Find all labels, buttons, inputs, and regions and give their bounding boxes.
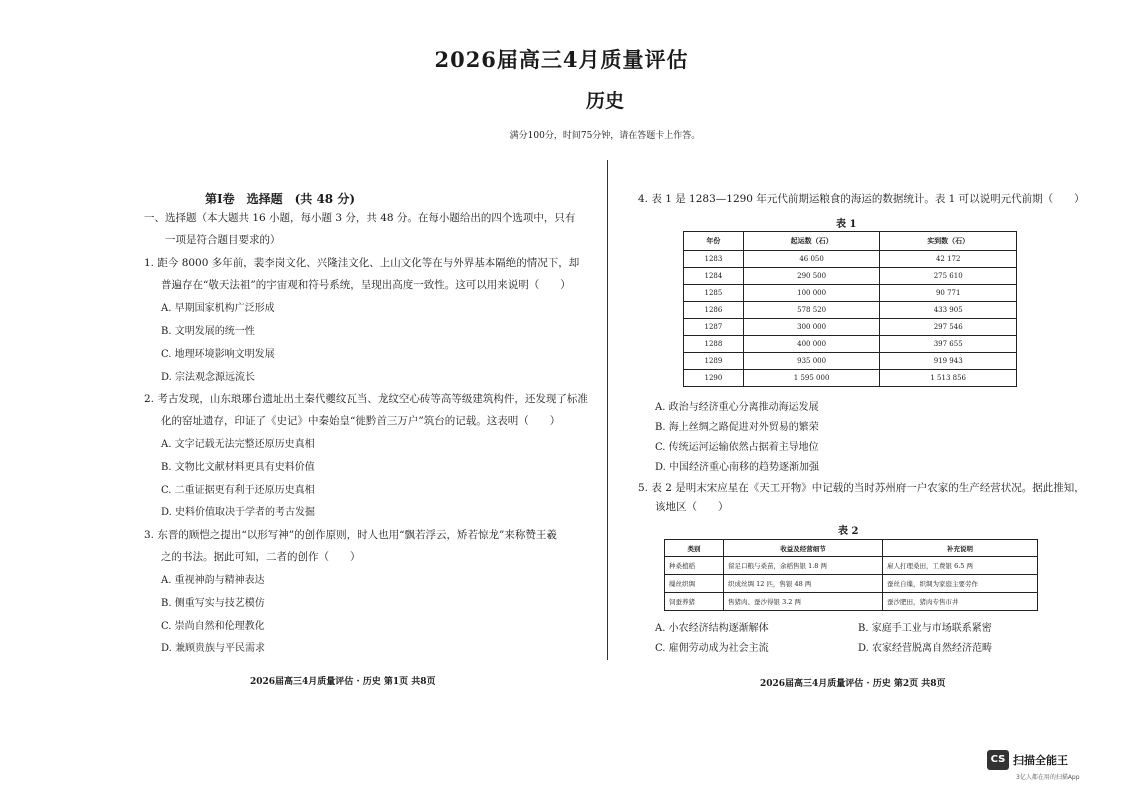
q3-line-1: 3. 东晋的顾恺之提出“以形写神”的创作原则，时人也用“飘若浮云，矫若惊龙”来称赞王羲 <box>144 529 557 541</box>
table-cell: 90 771 <box>880 285 1017 302</box>
q4-option-b: B. 海上丝绸之路促进对外贸易的繁荣 <box>655 422 819 433</box>
q2-option-c: C. 二重证据更有利于还原历史真相 <box>161 485 315 496</box>
table-cell: 1283 <box>684 251 744 268</box>
q2-line-2: 化的窑址遗存，印证了《史记》中秦始皇“徙黔首三万户”筑台的记载。这表明（ ） <box>161 415 561 427</box>
table-row <box>684 268 1017 285</box>
table-row <box>684 251 1017 268</box>
q3-option-a: A. 重视神韵与精神表达 <box>161 575 265 586</box>
q5-option-b: B. 家庭手工业与市场联系紧密 <box>858 623 992 634</box>
table2-header-cell: 补充说明 <box>883 540 1038 557</box>
q5-option-d: D. 农家经营脱离自然经济范畴 <box>858 643 993 654</box>
table-row <box>665 593 1038 611</box>
table-row <box>684 285 1017 302</box>
q2-option-b: B. 文物比文献材料更具有史料价值 <box>161 462 315 473</box>
table-cell: 400 000 <box>743 336 880 353</box>
footer-left: 2026届高三4月质量评估 · 历史 第1页 共8页 <box>250 677 436 687</box>
table-cell: 300 000 <box>743 319 880 336</box>
table2-caption: 表 2 <box>838 526 859 537</box>
q5-line-2: 该地区（ ） <box>655 501 729 513</box>
table2 <box>664 539 1038 611</box>
scanner-brand-name: 扫描全能王 <box>1013 754 1068 767</box>
table1 <box>683 231 1017 387</box>
table-cell: 433 905 <box>880 302 1017 319</box>
column-divider <box>607 160 608 660</box>
table-cell: 42 172 <box>880 251 1017 268</box>
table1-header-cell: 年份 <box>684 232 744 251</box>
table-cell: 919 943 <box>880 353 1017 370</box>
q4-option-d: D. 中国经济重心南移的趋势逐渐加强 <box>655 462 820 473</box>
exam-title: 2026届高三4月质量评估 <box>434 47 689 72</box>
instruction-line-1: 一、选择题（本大题共 16 小题，每小题 3 分，共 48 分。在每小题给出的四个选项中，只有 <box>144 212 576 224</box>
q3-option-d: D. 兼顾贵族与平民需求 <box>161 643 266 654</box>
table-cell: 46 050 <box>743 251 880 268</box>
q3-option-c: C. 崇尚自然和伦理教化 <box>161 621 265 632</box>
q2-option-d: D. 史料价值取决于学者的考古发掘 <box>161 507 316 518</box>
table-cell: 1288 <box>684 336 744 353</box>
table-cell: 1286 <box>684 302 744 319</box>
table-cell: 1285 <box>684 285 744 302</box>
table-cell: 缫丝织绸 <box>665 575 724 593</box>
scanner-logo-icon: CS <box>987 750 1009 770</box>
q2-option-a: A. 文字记载无法完整还原历史真相 <box>161 439 315 450</box>
q5-line-1: 5. 表 2 是明末宋应星在《天工开物》中记载的当时苏州府一户农家的生产经营状况。据此推知， <box>638 482 1085 494</box>
q1-option-d: D. 宗法观念源远流长 <box>161 372 256 383</box>
table1-caption: 表 1 <box>836 219 857 230</box>
table-cell: 留足口粮与桑苗，余稻售银 1.8 两 <box>724 557 883 575</box>
instruction-line-2: 一项是符合题目要求的） <box>165 234 281 246</box>
table-row <box>684 336 1017 353</box>
q1-option-a: A. 早期国家机构广泛形成 <box>161 303 275 314</box>
table-row <box>684 370 1017 387</box>
table-row <box>684 353 1017 370</box>
table-cell: 100 000 <box>743 285 880 302</box>
table-cell: 雇人打理桑田，工费银 6.5 两 <box>883 557 1038 575</box>
q4-option-c: C. 传统运河运输依然占据着主导地位 <box>655 442 819 453</box>
q1-option-c: C. 地理环境影响文明发展 <box>161 349 275 360</box>
table-cell: 275 610 <box>880 268 1017 285</box>
table-cell: 578 520 <box>743 302 880 319</box>
table2-header-row <box>665 540 1038 557</box>
q1-option-b: B. 文明发展的统一性 <box>161 326 255 337</box>
q3-option-b: B. 侧重写实与技艺模仿 <box>161 598 265 609</box>
table-cell: 297 546 <box>880 319 1017 336</box>
table2-header-cell: 类别 <box>665 540 724 557</box>
table-cell: 1287 <box>684 319 744 336</box>
q5-option-c: C. 雇佣劳动成为社会主流 <box>655 643 769 654</box>
table1-header-cell: 实到数（石） <box>880 232 1017 251</box>
subject-title: 历史 <box>585 90 624 112</box>
table-cell: 1290 <box>684 370 744 387</box>
table-row <box>684 319 1017 336</box>
table-row <box>665 575 1038 593</box>
table-row <box>665 557 1038 575</box>
q2-line-1: 2. 考古发现，山东琅琊台遗址出土秦代夔纹瓦当、龙纹空心砖等高等级建筑构件，还发现了标准 <box>144 393 588 405</box>
scanner-brand-tagline: 3亿人都在用的扫描App <box>1016 774 1080 781</box>
table-cell: 蚕丝自缫，织绸为家庭主要劳作 <box>883 575 1038 593</box>
table1-header-cell: 起运数（石） <box>743 232 880 251</box>
table-row <box>684 302 1017 319</box>
table-cell: 种桑植稻 <box>665 557 724 575</box>
footer-right: 2026届高三4月质量评估 · 历史 第2页 共8页 <box>760 679 946 689</box>
table-cell: 1289 <box>684 353 744 370</box>
table2-header-cell: 收益及经营细节 <box>724 540 883 557</box>
table-cell: 935 000 <box>743 353 880 370</box>
q5-option-a: A. 小农经济结构逐渐解体 <box>655 623 769 634</box>
q3-line-2: 之的书法。据此可知，二者的创作（ ） <box>161 551 361 563</box>
table-cell: 290 500 <box>743 268 880 285</box>
table-cell: 1284 <box>684 268 744 285</box>
table-cell: 1 513 856 <box>880 370 1017 387</box>
table-cell: 397 655 <box>880 336 1017 353</box>
q4-option-a: A. 政治与经济重心分离推动海运发展 <box>655 402 819 413</box>
q4-stem: 4. 表 1 是 1283—1290 年元代前期运粮食的海运的数据统计。表 1 可以说明元代前期（ ） <box>638 193 1085 205</box>
table-cell: 售猪肉、蚕沙得银 3.2 两 <box>724 593 883 611</box>
table-cell: 1 595 000 <box>743 370 880 387</box>
q1-line-1: 1. 距今 8000 多年前，裴李岗文化、兴隆洼文化、上山文化等在与外界基本隔绝的情况下，却 <box>144 257 580 269</box>
exam-note: 满分100分，时间75分钟，请在答题卡上作答。 <box>509 131 701 141</box>
section-title: 第Ⅰ卷 选择题 (共 48 分) <box>204 192 356 206</box>
table-cell: 饲蚕养猪 <box>665 593 724 611</box>
q1-line-2: 普遍存在“敬天法祖”的宇宙观和符号系统，呈现出高度一致性。这可以用来说明（ ） <box>161 279 571 291</box>
table1-header-row <box>684 232 1017 251</box>
table-cell: 织成丝绸 12 匹，售银 48 两 <box>724 575 883 593</box>
table-cell: 蚕沙肥田，猪肉专售市井 <box>883 593 1038 611</box>
